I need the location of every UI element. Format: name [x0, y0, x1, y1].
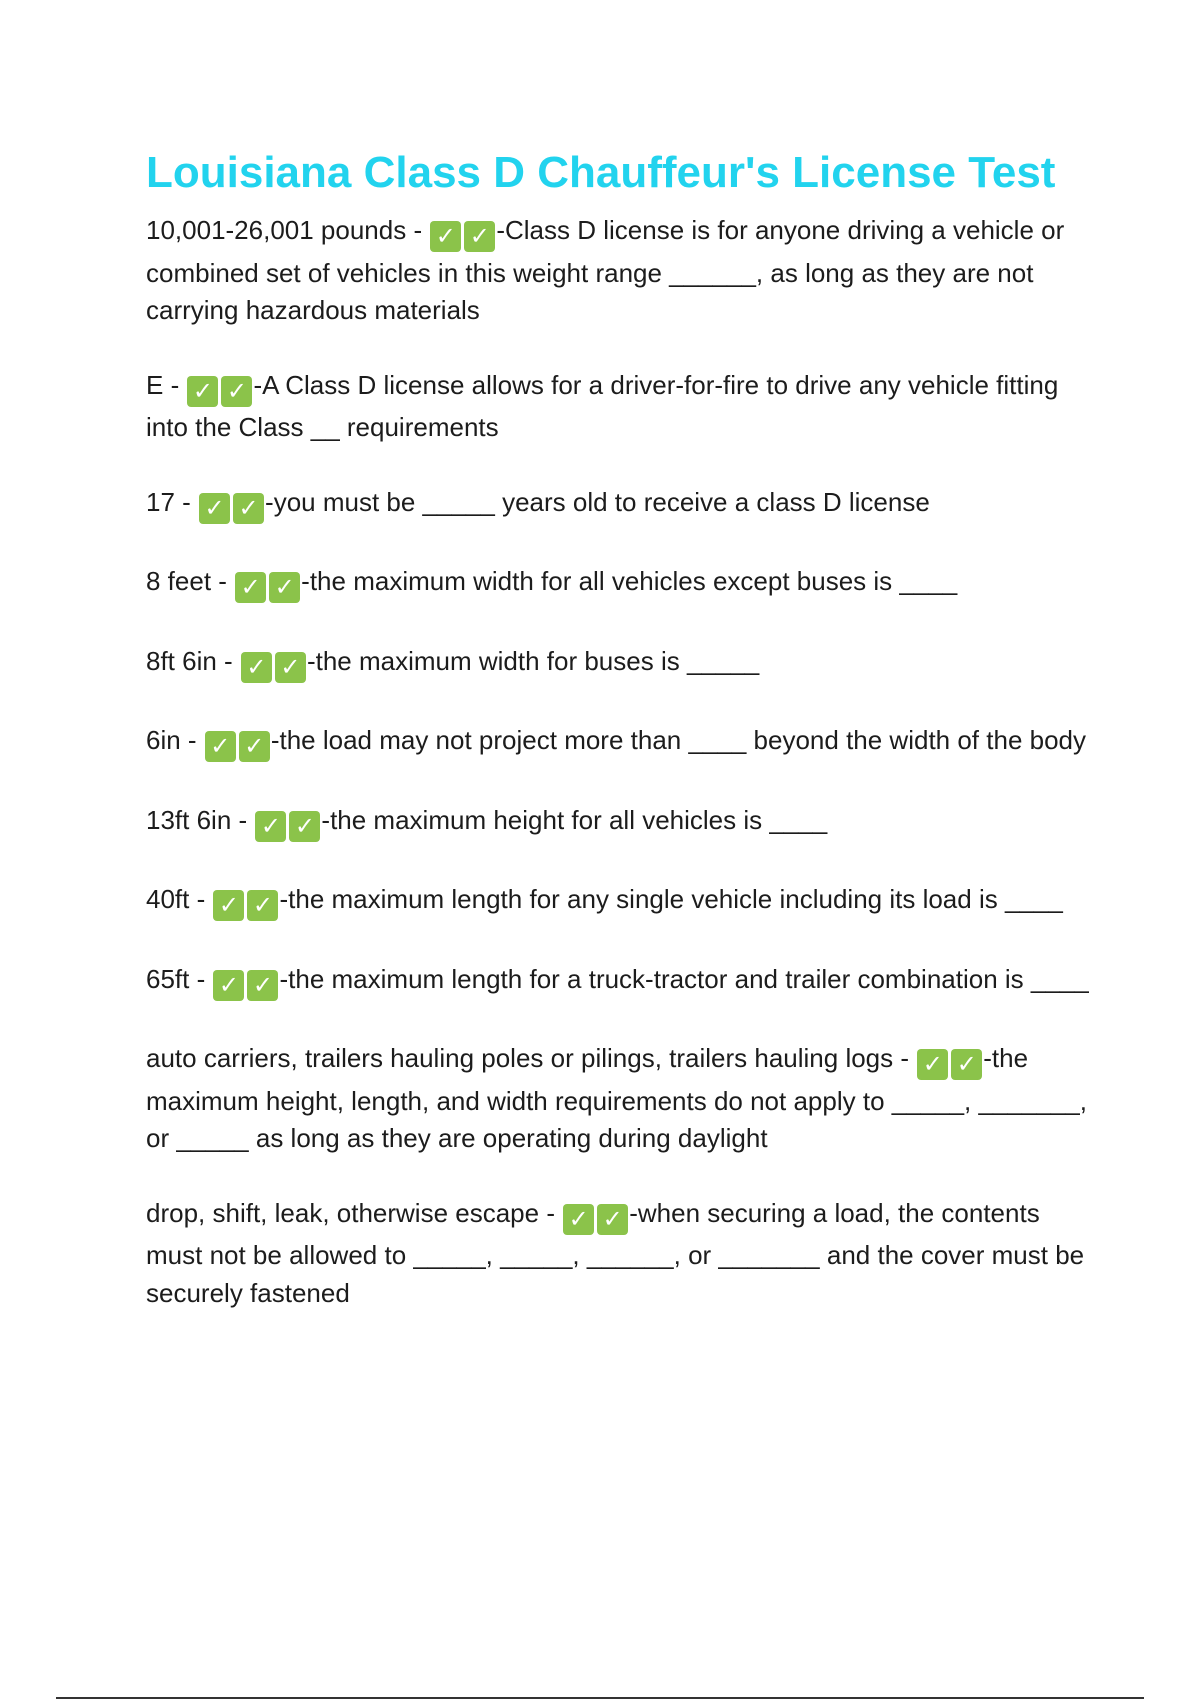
check-mark-icon: ✓ [213, 970, 244, 1001]
check-mark-icon: ✓ [255, 811, 286, 842]
check-mark-icon: ✓ [239, 731, 270, 762]
term-separator: - [174, 486, 199, 517]
flashcard-term: 40ft [146, 884, 190, 914]
flashcard-term: E [146, 369, 164, 400]
term-separator: - [189, 884, 213, 914]
check-mark-icon: ✓ [951, 1049, 982, 1080]
check-mark-icon: ✓ [213, 890, 244, 921]
double-check-icon [235, 568, 300, 606]
flashcard-definition: -when securing a load, the contents must not be allowed to _____, _____, ______, or _______ and the cover must be securely fastened [146, 1197, 1085, 1308]
flashcard-definition: -the maximum length for a truck-tractor and trailer combination is ____ [279, 963, 1089, 994]
flashcard-term: 10,001-26,001 pounds [146, 215, 407, 245]
flashcard-entry [146, 563, 1096, 606]
flashcard-term: 6in [146, 725, 181, 755]
flashcard-definition: -the load may not project more than ____ beyond the width of the body [270, 725, 1087, 755]
double-check-icon [199, 489, 264, 527]
flashcard-list [146, 212, 1096, 1312]
check-mark-icon: ✓ [597, 1204, 628, 1235]
flashcard-term: 13ft 6in [146, 804, 232, 835]
flashcard-definition: -you must be _____ years old to receive a class D license [265, 486, 930, 517]
double-check-icon [241, 648, 306, 686]
flashcard-term: drop, shift, leak, otherwise escape [146, 1197, 540, 1228]
flashcard-entry [146, 802, 1096, 845]
flashcard-entry [146, 1195, 1096, 1313]
flashcard-entry [146, 484, 1096, 527]
double-check-icon [917, 1045, 982, 1083]
flashcard-definition: -A Class D license allows for a driver-for-fire to drive any vehicle fitting into the Class __ requirements [146, 369, 1059, 442]
term-separator: - [231, 804, 255, 835]
flashcard-term: 17 [146, 486, 175, 517]
term-separator: - [539, 1197, 563, 1228]
check-mark-icon: ✓ [289, 811, 320, 842]
check-mark-icon: ✓ [275, 652, 306, 683]
flashcard-term: auto carriers, trailers hauling poles or pilings, trailers hauling logs [146, 1043, 894, 1073]
double-check-icon [430, 217, 495, 255]
flashcard-definition: -the maximum width for buses is _____ [306, 645, 760, 676]
double-check-icon [213, 886, 278, 924]
term-separator: - [406, 215, 430, 245]
term-separator: - [216, 645, 240, 676]
check-mark-icon: ✓ [269, 572, 300, 603]
term-separator: - [211, 566, 235, 596]
check-mark-icon: ✓ [563, 1204, 594, 1235]
check-mark-icon: ✓ [247, 970, 278, 1001]
check-mark-icon: ✓ [430, 221, 461, 252]
flashcard-definition: -Class D license is for anyone driving a vehicle or combined set of vehicles in this weight range ______, as long as they are not carrying hazardous materials [146, 215, 1065, 325]
flashcard-definition: -the maximum length for any single vehicle including its load is ____ [279, 884, 1063, 914]
double-check-icon [255, 807, 320, 845]
flashcard-entry [146, 367, 1096, 447]
flashcard-entry [146, 722, 1096, 765]
flashcard-definition: -the maximum height, length, and width requirements do not apply to _____, _______, or _____ as long as they are operating during daylight [146, 1043, 1087, 1153]
flashcard-entry [146, 643, 1096, 686]
flashcard-entry [146, 961, 1096, 1004]
flashcard-definition: -the maximum width for all vehicles except buses is ____ [301, 566, 958, 596]
check-mark-icon: ✓ [241, 652, 272, 683]
double-check-icon [205, 727, 270, 765]
flashcard-entry [146, 881, 1096, 924]
page-bottom-rule [56, 1697, 1144, 1699]
flashcard-term: 8ft 6in [146, 645, 217, 676]
term-separator: - [180, 725, 204, 755]
check-mark-icon: ✓ [221, 376, 252, 407]
check-mark-icon: ✓ [199, 493, 230, 524]
check-mark-icon: ✓ [187, 376, 218, 407]
double-check-icon [563, 1200, 628, 1238]
check-mark-icon: ✓ [247, 890, 278, 921]
check-mark-icon: ✓ [205, 731, 236, 762]
flashcard-term: 8 feet [146, 566, 212, 596]
check-mark-icon: ✓ [235, 572, 266, 603]
term-separator: - [163, 369, 187, 400]
flashcard-definition: -the maximum height for all vehicles is ____ [321, 804, 828, 835]
document-title: Louisiana Class D Chauffeur's License Test [146, 148, 1056, 197]
term-separator: - [893, 1043, 917, 1073]
double-check-icon [187, 372, 252, 410]
check-mark-icon: ✓ [233, 493, 264, 524]
double-check-icon [213, 966, 278, 1004]
check-mark-icon: ✓ [917, 1049, 948, 1080]
term-separator: - [189, 963, 213, 994]
flashcard-entry [146, 212, 1096, 330]
flashcard-term: 65ft [146, 963, 190, 994]
flashcard-entry [146, 1040, 1096, 1158]
check-mark-icon: ✓ [464, 221, 495, 252]
document-page [146, 140, 1096, 1349]
